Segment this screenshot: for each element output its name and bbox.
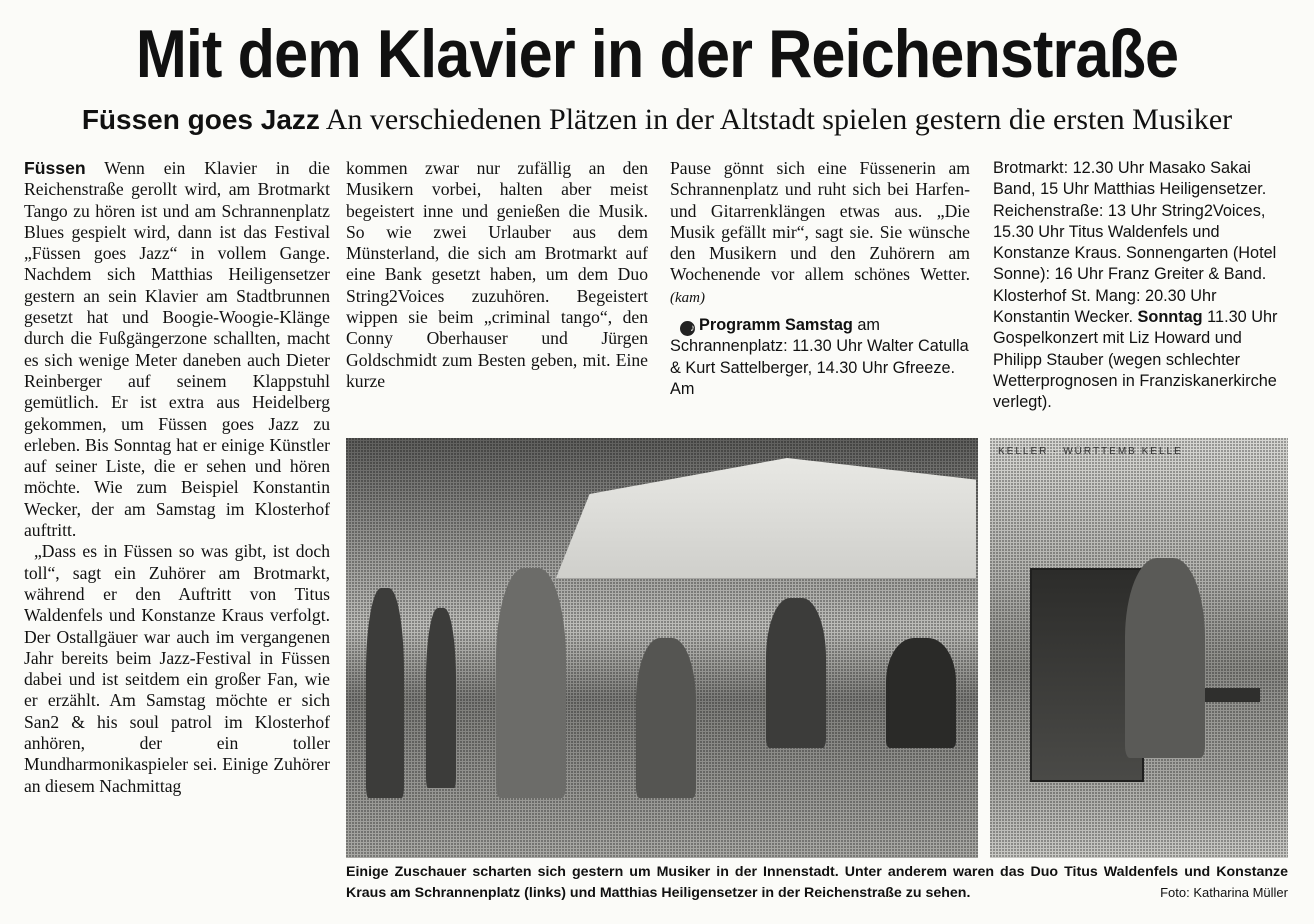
musician-figure bbox=[766, 598, 826, 748]
program-column bbox=[993, 158, 1289, 414]
photo-reichenstrasse bbox=[990, 438, 1288, 858]
article-paragraph-1 bbox=[24, 158, 330, 541]
spectator-figure bbox=[636, 638, 696, 798]
article-paragraph-4-text: Pause gönnt sich eine Füssenerin am Schrannenplatz und ruht sich bei Harfen- und Gitarrenklängen etwas aus. „Die Musik gefällt mir“, sagt sie. Sie wünsche den Musikern und den Zuhörern am Wochenende vor allem schönes Wetter. bbox=[670, 158, 970, 285]
musician-figure bbox=[886, 638, 956, 748]
subhead-kicker: Füssen goes Jazz bbox=[81, 104, 320, 135]
program-saturday-text: am Schrannenplatz: 11.30 Uhr Walter Catulla & Kurt Sattelberger, 14.30 Uhr Gfreeze. Am bbox=[670, 316, 969, 398]
photo-caption: Einige Zuschauer scharten sich gestern um Musiker in der Innenstadt. Unter anderem waren das Duo Titus Waldenfels und Konstanze Kraus am Schrannenplatz (links) und Matthias Heiligensetzer in der Reichenstraße zu sehen. bbox=[346, 864, 1288, 901]
program-list-text: Brotmarkt: 12.30 Uhr Masako Sakai Band, 15 Uhr Matthias Heiligensetzer. Reichenstraße: 13 Uhr String2Voices, 15.30 Uhr Titus Waldenfels und Konstanze Kraus. Sonnengarten (Hotel Sonne): 16 Uhr Franz Greiter & Band. Klosterhof St. Mang: 20.30 Uhr Konstantin Wecker. bbox=[993, 159, 1277, 327]
author-initials: (kam) bbox=[670, 289, 705, 306]
program-sunday-text: 11.30 Uhr Gospelkonzert mit Liz Howard und Philipp Stauber (wegen schlechter Wetterprognosen in Franziskanerkirche verlegt). bbox=[993, 308, 1278, 412]
subhead bbox=[0, 100, 1314, 140]
program-list bbox=[993, 158, 1289, 414]
article-column-1 bbox=[24, 158, 330, 918]
jazz-icon: ♪ bbox=[680, 321, 695, 336]
article-column-2 bbox=[346, 158, 648, 392]
street-sign: KELLER · WÜRTTEMB KELLE bbox=[998, 446, 1183, 457]
spectator-figure bbox=[496, 568, 566, 798]
headline: Mit dem Klavier in der Reichenstraße bbox=[135, 16, 1179, 92]
program-sunday-label: Sonntag bbox=[1137, 308, 1203, 327]
photo-schrannenplatz bbox=[346, 438, 978, 858]
market-tent bbox=[556, 458, 976, 578]
subhead-text: An verschiedenen Plätzen in der Altstadt spielen gestern die ersten Musiker bbox=[325, 103, 1233, 136]
article-paragraph-1-text: Wenn ein Klavier in die Reichenstraße gerollt wird, am Brotmarkt Tango zu hören ist und am Schrannenplatz Blues gespielt wird, dann ist das Festival „Füssen goes Jazz“ in vollem Gange. Nachdem sich Matthias Heiligensetzer gestern an sein Klavier am Stadtbrunnen gesetzt hat und Boogie-Woogie-Klänge durch die Fußgängerzone schallten, macht es sich wenige Meter daneben auch Dieter Reinberger auf seinem Klappstuhl gemütlich. Er ist extra aus Heidelberg gekommen, um Füssen goes Jazz zu erleben. Bis Sonntag hat er einige Künstler auf seiner Liste, die er sehen und hören möchte. Wie zum Beispiel Konstantin Wecker, der am Samstag im Klosterhof auftritt. bbox=[24, 158, 330, 541]
pianist-figure bbox=[1125, 558, 1205, 758]
article-paragraph-3: kommen zwar nur zufällig an den Musikern vorbei, halten aber meist begeistert inne und genießen die Musik. So wie zwei Urlauber aus dem Münsterland, die sich am Brotmarkt auf eine Bank gesetzt haben, um dem Duo String2Voices zuzuhören. Begeistert wippen sie beim „criminal tango“, den Conny Oberhauser und Jürgen Goldschmidt zum Besten geben, mit. Eine kurze bbox=[346, 158, 648, 391]
spectator-figure bbox=[426, 608, 456, 788]
dateline: Füssen bbox=[24, 158, 86, 178]
photo-credit: Foto: Katharina Müller bbox=[1150, 885, 1288, 900]
program-saturday bbox=[670, 315, 970, 400]
article-column-3 bbox=[670, 158, 970, 400]
article-paragraph-2: „Dass es in Füssen so was gibt, ist doch toll“, sagt ein Zuhörer am Brotmarkt, während er den Auftritt von Titus Waldenfels und Konstanze Kraus verfolgt. Der Ostallgäuer war auch im vergangenen Jahr bereits beim Jazz-Festival in Füssen dabei und ist seitdem ein großer Fan, wie er erzählt. Am Samstag möchte er sich San2 & his soul patrol im Klosterhof anhören, der ein toller Mundharmonikaspieler sei. Einige Zuhörer an diesem Nachmittag bbox=[24, 541, 330, 796]
spectator-figure bbox=[366, 588, 404, 798]
program-saturday-label: Programm Samstag bbox=[699, 316, 853, 335]
article-paragraph-4 bbox=[670, 158, 970, 309]
